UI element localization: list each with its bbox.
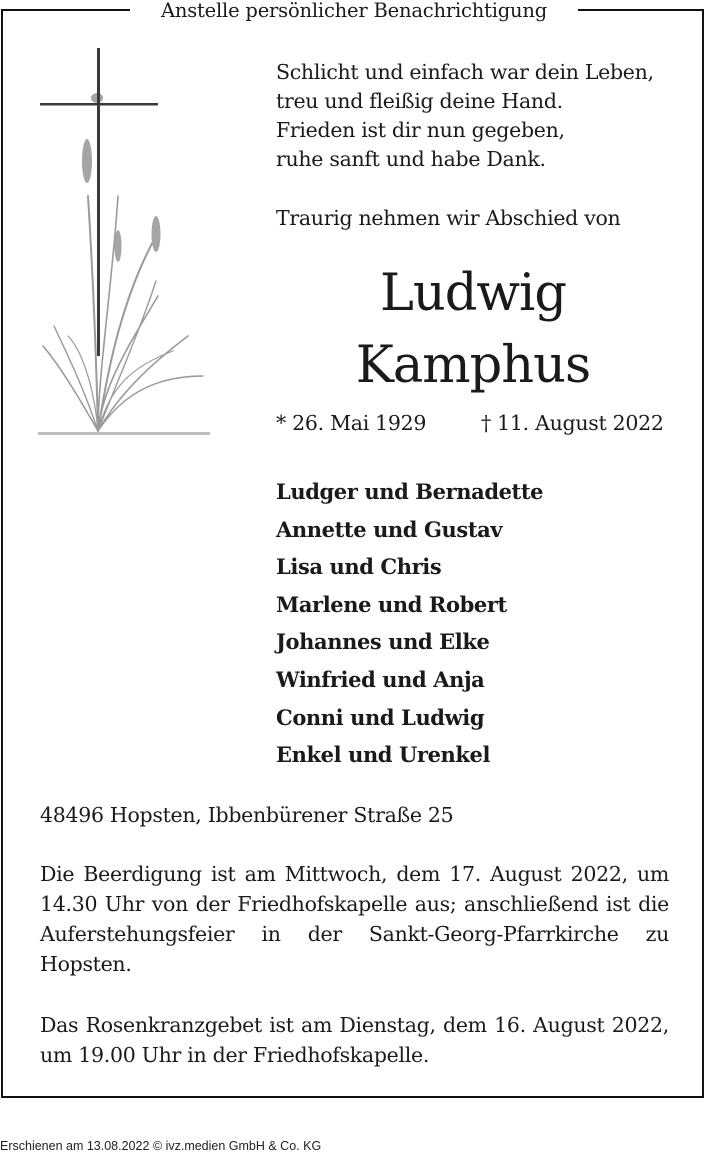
family-member: Ludger und Bernadette	[276, 479, 544, 504]
family-member: Annette und Gustav	[276, 516, 503, 542]
poem-line: Schlicht und einfach war dein Leben,	[276, 60, 654, 84]
family-list	[276, 473, 696, 774]
cross-grass-illustration	[38, 46, 210, 438]
death-date: † 11. August 2022	[481, 411, 664, 435]
cross-horizontal	[40, 103, 158, 106]
family-member: Conni und Ludwig	[276, 704, 485, 730]
family-member: Lisa und Chris	[276, 554, 442, 580]
funeral-info: Die Beerdigung ist am Mittwoch, dem 17. August 2022, um 14.30 Uhr von der Friedhofskapelle aus; anschließend ist die Auferstehungsfeier in der Sankt-Georg-Pfarrkirche zu Hopsten.	[40, 862, 669, 976]
poem-line: Frieden ist dir nun gegeben,	[276, 118, 565, 142]
poem-line: treu und fleißig deine Hand.	[276, 89, 563, 113]
cross-vertical	[97, 48, 100, 356]
family-member: Johannes und Elke	[276, 629, 490, 655]
address: 48496 Hopsten, Ibbenbürener Straße 25	[40, 803, 454, 827]
poem-line: ruhe sanft und habe Dank.	[276, 147, 546, 171]
header-title: Anstelle persönlicher Benachrichtigung	[130, 0, 578, 22]
publication-footer: Erschienen am 13.08.2022 © ivz.medien GmbH & Co. KG	[0, 1139, 322, 1153]
deceased-last-name: Kamphus	[355, 336, 591, 395]
poem	[276, 58, 696, 174]
deceased-first-name: Ludwig	[380, 264, 566, 323]
family-member: Enkel und Urenkel	[276, 742, 491, 768]
rosary-info: Das Rosenkranzgebet ist am Dienstag, dem 16. August 2022, um 19.00 Uhr in der Friedhofskapelle.	[40, 1013, 669, 1067]
birth-date: * 26. Mai 1929	[276, 411, 427, 435]
family-member: Marlene und Robert	[276, 591, 507, 617]
family-member: Winfried und Anja	[276, 666, 485, 692]
farewell-intro: Traurig nehmen wir Abschied von	[276, 206, 621, 230]
